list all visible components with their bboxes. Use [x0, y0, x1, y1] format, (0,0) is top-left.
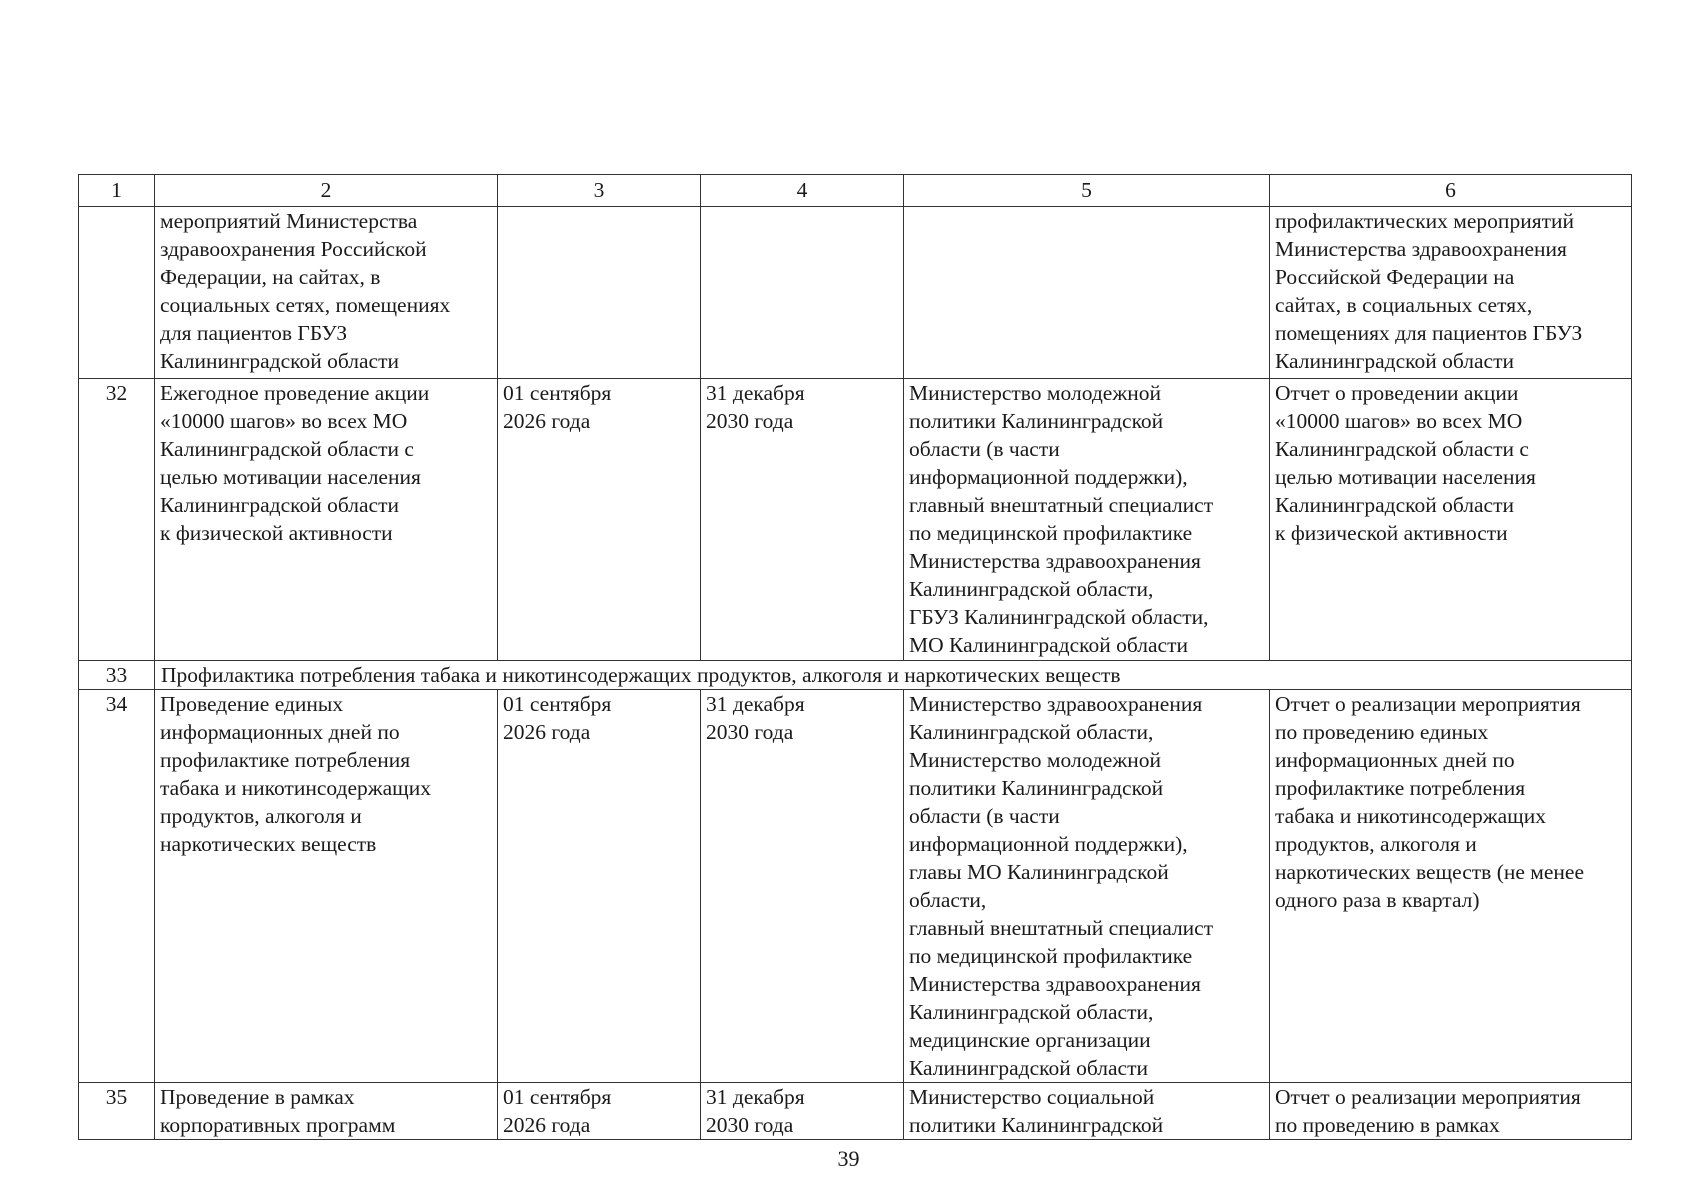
end-date-cell: 31 декабря 2030 года [701, 1083, 904, 1140]
result-cell: Отчет о реализации мероприятия по проведению в рамках [1270, 1083, 1632, 1140]
column-header: 5 [904, 175, 1270, 207]
plan-table [78, 174, 1632, 1140]
column-header: 4 [701, 175, 904, 207]
activity-cell: мероприятий Министерства здравоохранения Российской Федерации, на сайтах, в социальных сетях, помещениях для пациентов ГБУЗ Калининградской области [155, 207, 498, 379]
page-number: 39 [837, 1146, 860, 1171]
row-number: 33 [79, 661, 155, 690]
column-header: 3 [498, 175, 701, 207]
responsible-cell: Министерство социальной политики Калининградской [904, 1083, 1270, 1140]
column-header: 6 [1270, 175, 1632, 207]
start-date-cell [498, 207, 701, 379]
table-row [79, 207, 1632, 379]
activity-cell: Проведение в рамках корпоративных программ [155, 1083, 498, 1140]
responsible-cell: Министерство здравоохранения Калининградской области, Министерство молодежной политики Калининградской области (в части информационной поддержки), главы МО Калининградской области, главный внештатный специалист по медицинской профилактике Министерства здравоохранения Калининградской области, медицинские организации Калининградской области [904, 690, 1270, 1083]
row-number [79, 207, 155, 379]
activity-cell: Ежегодное проведение акции «10000 шагов» во всех МО Калининградской области с целью мотивации населения Калининградской области к физической активности [155, 379, 498, 661]
table-row [79, 690, 1632, 1083]
end-date-cell: 31 декабря 2030 года [701, 690, 904, 1083]
result-cell: Отчет о реализации мероприятия по проведению единых информационных дней по профилактике потребления табака и никотинсодержащих продуктов, алкоголя и наркотических веществ (не менее одного раза в квартал) [1270, 690, 1632, 1083]
start-date-cell: 01 сентября 2026 года [498, 690, 701, 1083]
row-number: 34 [79, 690, 155, 1083]
result-cell: профилактических мероприятий Министерства здравоохранения Российской Федерации на сайтах, в социальных сетях, помещениях для пациентов ГБУЗ Калининградской области [1270, 207, 1632, 379]
result-cell: Отчет о проведении акции «10000 шагов» во всех МО Калининградской области с целью мотивации населения Калининградской области к физической активности [1270, 379, 1632, 661]
end-date-cell [701, 207, 904, 379]
activity-cell: Проведение единых информационных дней по профилактике потребления табака и никотинсодержащих продуктов, алкоголя и наркотических веществ [155, 690, 498, 1083]
responsible-cell [904, 207, 1270, 379]
row-number: 35 [79, 1083, 155, 1140]
column-header: 2 [155, 175, 498, 207]
column-header: 1 [79, 175, 155, 207]
table-header-row [79, 175, 1632, 207]
section-title: Профилактика потребления табака и никотинсодержащих продуктов, алкоголя и наркотических веществ [155, 661, 1632, 690]
start-date-cell: 01 сентября 2026 года [498, 1083, 701, 1140]
start-date-cell: 01 сентября 2026 года [498, 379, 701, 661]
row-number: 32 [79, 379, 155, 661]
table-row [79, 379, 1632, 661]
end-date-cell: 31 декабря 2030 года [701, 379, 904, 661]
responsible-cell: Министерство молодежной политики Калининградской области (в части информационной поддержки), главный внештатный специалист по медицинской профилактике Министерства здравоохранения Калининградской области, ГБУЗ Калининградской области, МО Калининградской области [904, 379, 1270, 661]
section-row [79, 661, 1632, 690]
table-row [79, 1083, 1632, 1140]
